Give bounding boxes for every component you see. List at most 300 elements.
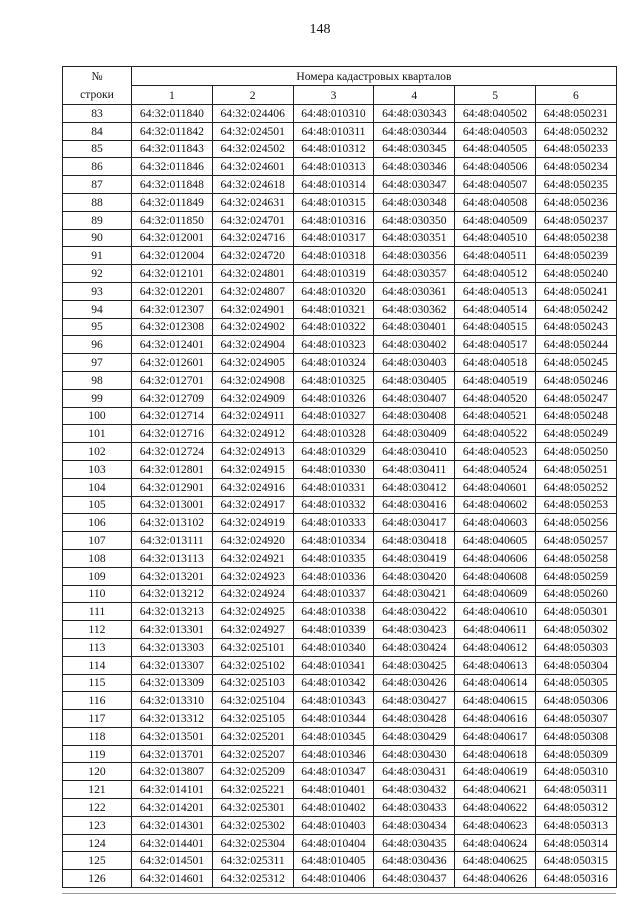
cadastral-number-cell: 64:32:012709 — [132, 389, 213, 407]
cadastral-number-cell: 64:32:025207 — [212, 745, 293, 763]
cadastral-number-cell: 64:32:013113 — [132, 549, 213, 567]
cadastral-number-cell: 64:48:010318 — [293, 247, 374, 265]
cadastral-number-cell: 64:48:030346 — [374, 158, 455, 176]
cadastral-number-cell: 64:32:013310 — [132, 692, 213, 710]
table-row — [63, 567, 617, 585]
cadastral-number-cell: 64:32:025209 — [212, 763, 293, 781]
cadastral-number-cell: 64:32:024920 — [212, 532, 293, 550]
cadastral-number-cell: 64:48:050231 — [535, 105, 616, 123]
cadastral-number-cell: 64:48:010337 — [293, 585, 374, 603]
cadastral-number-cell: 64:48:050233 — [535, 140, 616, 158]
cadastral-number-cell: 64:48:050239 — [535, 247, 616, 265]
row-number-cell: 100 — [63, 407, 132, 425]
row-number-symbol: № — [91, 69, 103, 83]
cadastral-number-cell: 64:48:050243 — [535, 318, 616, 336]
cadastral-number-cell: 64:32:012201 — [132, 282, 213, 300]
cadastral-number-cell: 64:48:040524 — [455, 460, 536, 478]
cadastral-number-cell: 64:32:011842 — [132, 122, 213, 140]
cadastral-number-cell: 64:48:050315 — [535, 852, 616, 870]
cadastral-number-cell: 64:48:040606 — [455, 549, 536, 567]
cadastral-number-cell: 64:48:010311 — [293, 122, 374, 140]
cadastral-number-cell: 64:48:040503 — [455, 122, 536, 140]
cadastral-number-cell: 64:48:050309 — [535, 745, 616, 763]
table-row — [63, 229, 617, 247]
cadastral-number-cell: 64:32:025101 — [212, 638, 293, 656]
cadastral-number-cell: 64:48:040619 — [455, 763, 536, 781]
cadastral-number-cell: 64:48:010347 — [293, 763, 374, 781]
cadastral-number-cell: 64:48:010316 — [293, 211, 374, 229]
cadastral-number-cell: 64:48:040625 — [455, 852, 536, 870]
cadastral-number-cell: 64:32:013309 — [132, 674, 213, 692]
cadastral-number-cell: 64:32:013212 — [132, 585, 213, 603]
cadastral-number-cell: 64:48:040515 — [455, 318, 536, 336]
cadastral-number-cell: 64:32:014501 — [132, 852, 213, 870]
cadastral-number-cell: 64:48:010310 — [293, 105, 374, 123]
cadastral-number-cell: 64:48:040510 — [455, 229, 536, 247]
cadastral-number-cell: 64:32:025105 — [212, 710, 293, 728]
table-row — [63, 140, 617, 158]
cadastral-number-cell: 64:48:030403 — [374, 354, 455, 372]
table-row — [63, 621, 617, 639]
cadastral-number-cell: 64:48:050311 — [535, 781, 616, 799]
cadastral-number-cell: 64:48:040612 — [455, 638, 536, 656]
cadastral-number-cell: 64:32:024916 — [212, 478, 293, 496]
cadastral-number-cell: 64:48:010334 — [293, 532, 374, 550]
cadastral-number-cell: 64:48:050237 — [535, 211, 616, 229]
cadastral-number-cell: 64:32:024923 — [212, 567, 293, 585]
cadastral-number-cell: 64:48:040614 — [455, 674, 536, 692]
cadastral-number-cell: 64:32:013303 — [132, 638, 213, 656]
cadastral-number-cell: 64:32:012601 — [132, 354, 213, 372]
cadastral-number-cell: 64:48:050247 — [535, 389, 616, 407]
row-number-cell: 96 — [63, 336, 132, 354]
cadastral-number-cell: 64:32:025304 — [212, 834, 293, 852]
cadastral-number-cell: 64:48:050258 — [535, 549, 616, 567]
cadastral-number-cell: 64:48:040623 — [455, 816, 536, 834]
row-number-header — [63, 67, 132, 86]
row-number-cell: 92 — [63, 265, 132, 283]
cadastral-number-cell: 64:48:040512 — [455, 265, 536, 283]
cadastral-number-cell: 64:48:010346 — [293, 745, 374, 763]
cadastral-number-cell: 64:32:024912 — [212, 425, 293, 443]
cadastral-number-cell: 64:48:010343 — [293, 692, 374, 710]
group-title: Номера кадастровых кварталов — [132, 67, 617, 86]
cadastral-number-cell: 64:48:010403 — [293, 816, 374, 834]
cadastral-number-cell: 64:48:050306 — [535, 692, 616, 710]
cadastral-number-cell: 64:48:010325 — [293, 371, 374, 389]
row-number-cell: 88 — [63, 193, 132, 211]
table-row — [63, 265, 617, 283]
cadastral-number-cell: 64:32:012714 — [132, 407, 213, 425]
table-row — [63, 834, 617, 852]
table-body — [63, 105, 617, 888]
cadastral-number-cell: 64:48:040517 — [455, 336, 536, 354]
row-number-cell: 97 — [63, 354, 132, 372]
cadastral-number-cell: 64:32:024601 — [212, 158, 293, 176]
row-number-cell: 115 — [63, 674, 132, 692]
table-row — [63, 318, 617, 336]
table-row — [63, 460, 617, 478]
cadastral-number-cell: 64:32:012716 — [132, 425, 213, 443]
cadastral-number-cell: 64:32:011849 — [132, 193, 213, 211]
table-row — [63, 638, 617, 656]
cadastral-number-cell: 64:48:030428 — [374, 710, 455, 728]
cadastral-number-cell: 64:48:050232 — [535, 122, 616, 140]
cadastral-number-cell: 64:32:012724 — [132, 443, 213, 461]
cadastral-number-cell: 64:48:050253 — [535, 496, 616, 514]
cadastral-number-cell: 64:32:025201 — [212, 727, 293, 745]
cadastral-number-cell: 64:48:050250 — [535, 443, 616, 461]
cadastral-number-cell: 64:48:040617 — [455, 727, 536, 745]
row-number-cell: 126 — [63, 870, 132, 888]
cadastral-number-cell: 64:48:030407 — [374, 389, 455, 407]
table-row — [63, 745, 617, 763]
cadastral-number-cell: 64:48:010319 — [293, 265, 374, 283]
table-row — [63, 371, 617, 389]
cadastral-number-cell: 64:32:011850 — [132, 211, 213, 229]
cadastral-number-cell: 64:32:025221 — [212, 781, 293, 799]
row-number-cell: 118 — [63, 727, 132, 745]
cadastral-number-cell: 64:48:010328 — [293, 425, 374, 443]
row-number-cell: 83 — [63, 105, 132, 123]
table-row — [63, 105, 617, 123]
cadastral-number-cell: 64:48:040603 — [455, 514, 536, 532]
cadastral-number-cell: 64:32:013001 — [132, 496, 213, 514]
cadastral-number-cell: 64:48:050310 — [535, 763, 616, 781]
cadastral-number-cell: 64:48:050241 — [535, 282, 616, 300]
cadastral-number-cell: 64:48:030434 — [374, 816, 455, 834]
cadastral-number-cell: 64:48:040622 — [455, 799, 536, 817]
cadastral-number-cell: 64:48:040509 — [455, 211, 536, 229]
cadastral-number-cell: 64:48:050242 — [535, 300, 616, 318]
page-number: 148 — [309, 22, 331, 37]
cadastral-number-cell: 64:48:010402 — [293, 799, 374, 817]
row-number-cell: 90 — [63, 229, 132, 247]
cadastral-number-cell: 64:48:010333 — [293, 514, 374, 532]
cadastral-number-cell: 64:32:024911 — [212, 407, 293, 425]
table-header — [63, 67, 617, 105]
cadastral-number-cell: 64:32:013312 — [132, 710, 213, 728]
cadastral-number-cell: 64:48:010326 — [293, 389, 374, 407]
cadastral-number-cell: 64:48:040514 — [455, 300, 536, 318]
table-row — [63, 496, 617, 514]
cadastral-number-cell: 64:48:050301 — [535, 603, 616, 621]
table-row — [63, 425, 617, 443]
cadastral-table — [62, 66, 617, 888]
row-number-cell: 112 — [63, 621, 132, 639]
table-row — [63, 336, 617, 354]
cadastral-number-cell: 64:48:010332 — [293, 496, 374, 514]
row-number-cell: 116 — [63, 692, 132, 710]
table-row — [63, 532, 617, 550]
cadastral-number-cell: 64:48:030350 — [374, 211, 455, 229]
cadastral-number-cell: 64:48:050259 — [535, 567, 616, 585]
cadastral-number-cell: 64:48:050302 — [535, 621, 616, 639]
cadastral-number-cell: 64:48:030362 — [374, 300, 455, 318]
cadastral-number-cell: 64:32:012308 — [132, 318, 213, 336]
cadastral-number-cell: 64:48:010340 — [293, 638, 374, 656]
table-row — [63, 781, 617, 799]
cadastral-number-cell: 64:48:030416 — [374, 496, 455, 514]
row-number-cell: 122 — [63, 799, 132, 817]
cadastral-number-cell: 64:48:050257 — [535, 532, 616, 550]
cadastral-number-cell: 64:32:024905 — [212, 354, 293, 372]
cadastral-number-cell: 64:48:050240 — [535, 265, 616, 283]
cadastral-number-cell: 64:48:050307 — [535, 710, 616, 728]
cadastral-number-cell: 64:48:030424 — [374, 638, 455, 656]
cadastral-number-cell: 64:48:030408 — [374, 407, 455, 425]
cadastral-number-cell: 64:32:012701 — [132, 371, 213, 389]
cadastral-number-cell: 64:48:040609 — [455, 585, 536, 603]
cadastral-number-cell: 64:48:030425 — [374, 656, 455, 674]
column-header: 1 — [132, 86, 213, 105]
cadastral-number-cell: 64:32:024631 — [212, 193, 293, 211]
cadastral-number-cell: 64:48:030343 — [374, 105, 455, 123]
cadastral-number-cell: 64:32:025301 — [212, 799, 293, 817]
table-row — [63, 443, 617, 461]
cadastral-number-cell: 64:32:025104 — [212, 692, 293, 710]
cadastral-number-cell: 64:48:050314 — [535, 834, 616, 852]
row-number-cell: 106 — [63, 514, 132, 532]
cadastral-number-cell: 64:48:030351 — [374, 229, 455, 247]
cadastral-number-cell: 64:48:030410 — [374, 443, 455, 461]
cadastral-number-cell: 64:48:010329 — [293, 443, 374, 461]
row-number-cell: 109 — [63, 567, 132, 585]
row-number-cell: 104 — [63, 478, 132, 496]
cadastral-number-cell: 64:32:024909 — [212, 389, 293, 407]
table-row — [63, 763, 617, 781]
cadastral-number-cell: 64:32:024924 — [212, 585, 293, 603]
table-row — [63, 158, 617, 176]
cadastral-number-cell: 64:48:010341 — [293, 656, 374, 674]
row-number-cell: 120 — [63, 763, 132, 781]
row-number-cell: 98 — [63, 371, 132, 389]
cadastral-number-cell: 64:48:050234 — [535, 158, 616, 176]
cadastral-number-cell: 64:48:040613 — [455, 656, 536, 674]
row-number-cell: 114 — [63, 656, 132, 674]
cadastral-number-cell: 64:48:010322 — [293, 318, 374, 336]
cadastral-number-cell: 64:48:030437 — [374, 870, 455, 888]
cadastral-number-cell: 64:48:010404 — [293, 834, 374, 852]
cadastral-number-cell: 64:48:030430 — [374, 745, 455, 763]
cadastral-number-cell: 64:48:050256 — [535, 514, 616, 532]
row-number-cell: 86 — [63, 158, 132, 176]
cadastral-number-cell: 64:48:010324 — [293, 354, 374, 372]
cadastral-number-cell: 64:32:024716 — [212, 229, 293, 247]
cadastral-number-cell: 64:48:010339 — [293, 621, 374, 639]
row-number-cell: 110 — [63, 585, 132, 603]
table-row — [63, 389, 617, 407]
row-number-cell: 125 — [63, 852, 132, 870]
cadastral-number-cell: 64:48:010323 — [293, 336, 374, 354]
cadastral-number-cell: 64:32:012801 — [132, 460, 213, 478]
cadastral-number-cell: 64:32:012001 — [132, 229, 213, 247]
cadastral-number-cell: 64:48:040511 — [455, 247, 536, 265]
row-number-cell: 108 — [63, 549, 132, 567]
cadastral-number-cell: 64:48:030405 — [374, 371, 455, 389]
cadastral-number-cell: 64:32:024901 — [212, 300, 293, 318]
cadastral-number-cell: 64:48:050249 — [535, 425, 616, 443]
cadastral-number-cell: 64:32:024618 — [212, 176, 293, 194]
cadastral-number-cell: 64:32:013301 — [132, 621, 213, 639]
cadastral-number-cell: 64:48:030420 — [374, 567, 455, 585]
cadastral-number-cell: 64:48:050312 — [535, 799, 616, 817]
cadastral-number-cell: 64:48:040626 — [455, 870, 536, 888]
cadastral-number-cell: 64:32:024915 — [212, 460, 293, 478]
cadastral-number-cell: 64:48:010335 — [293, 549, 374, 567]
row-number-cell: 99 — [63, 389, 132, 407]
row-number-cell: 95 — [63, 318, 132, 336]
cadastral-number-cell: 64:48:030418 — [374, 532, 455, 550]
cadastral-number-cell: 64:48:050248 — [535, 407, 616, 425]
cadastral-number-cell: 64:32:011843 — [132, 140, 213, 158]
table-row — [63, 282, 617, 300]
cadastral-number-cell: 64:48:010315 — [293, 193, 374, 211]
cadastral-number-cell: 64:48:050236 — [535, 193, 616, 211]
row-number-cell: 89 — [63, 211, 132, 229]
cadastral-number-cell: 64:48:050305 — [535, 674, 616, 692]
cadastral-number-cell: 64:48:030347 — [374, 176, 455, 194]
cadastral-number-cell: 64:48:040615 — [455, 692, 536, 710]
cadastral-number-cell: 64:32:024913 — [212, 443, 293, 461]
cadastral-number-cell: 64:48:040518 — [455, 354, 536, 372]
cadastral-number-cell: 64:32:013807 — [132, 763, 213, 781]
cadastral-number-cell: 64:32:014601 — [132, 870, 213, 888]
cadastral-number-cell: 64:32:013201 — [132, 567, 213, 585]
cadastral-number-cell: 64:48:040601 — [455, 478, 536, 496]
cadastral-number-cell: 64:48:010342 — [293, 674, 374, 692]
cadastral-number-cell: 64:48:030402 — [374, 336, 455, 354]
cadastral-number-cell: 64:48:030357 — [374, 265, 455, 283]
cadastral-number-cell: 64:32:012307 — [132, 300, 213, 318]
table-row — [63, 300, 617, 318]
table-row — [63, 585, 617, 603]
cadastral-number-cell: 64:48:010321 — [293, 300, 374, 318]
cadastral-number-cell: 64:48:010320 — [293, 282, 374, 300]
cadastral-number-cell: 64:32:024807 — [212, 282, 293, 300]
cadastral-number-cell: 64:48:050260 — [535, 585, 616, 603]
column-header: 6 — [535, 86, 616, 105]
row-number-cell: 107 — [63, 532, 132, 550]
cadastral-number-cell: 64:48:030409 — [374, 425, 455, 443]
cadastral-number-cell: 64:48:050313 — [535, 816, 616, 834]
cadastral-number-cell: 64:32:024919 — [212, 514, 293, 532]
cadastral-number-cell: 64:48:050316 — [535, 870, 616, 888]
cadastral-number-cell: 64:32:024720 — [212, 247, 293, 265]
cadastral-number-cell: 64:32:012401 — [132, 336, 213, 354]
cadastral-number-cell: 64:48:040610 — [455, 603, 536, 621]
column-header: 4 — [374, 86, 455, 105]
cadastral-number-cell: 64:48:030345 — [374, 140, 455, 158]
table-row — [63, 514, 617, 532]
cadastral-number-cell: 64:48:030411 — [374, 460, 455, 478]
cadastral-number-cell: 64:48:040605 — [455, 532, 536, 550]
cadastral-number-cell: 64:48:040608 — [455, 567, 536, 585]
cadastral-number-cell: 64:32:024904 — [212, 336, 293, 354]
page-bottom-rule — [62, 893, 616, 894]
row-number-cell: 117 — [63, 710, 132, 728]
row-number-cell: 103 — [63, 460, 132, 478]
row-number-cell: 121 — [63, 781, 132, 799]
cadastral-number-cell: 64:48:010312 — [293, 140, 374, 158]
cadastral-number-cell: 64:48:040523 — [455, 443, 536, 461]
row-number-cell: 93 — [63, 282, 132, 300]
cadastral-number-cell: 64:48:030356 — [374, 247, 455, 265]
table-row — [63, 176, 617, 194]
cadastral-number-cell: 64:48:050304 — [535, 656, 616, 674]
cadastral-number-cell: 64:48:030433 — [374, 799, 455, 817]
cadastral-number-cell: 64:48:010314 — [293, 176, 374, 194]
cadastral-number-cell: 64:48:050245 — [535, 354, 616, 372]
table-row — [63, 799, 617, 817]
table-row — [63, 247, 617, 265]
cadastral-number-cell: 64:48:030436 — [374, 852, 455, 870]
cadastral-number-cell: 64:48:010313 — [293, 158, 374, 176]
cadastral-number-cell: 64:32:011848 — [132, 176, 213, 194]
cadastral-number-cell: 64:32:013213 — [132, 603, 213, 621]
row-number-cell: 102 — [63, 443, 132, 461]
cadastral-number-cell: 64:48:030427 — [374, 692, 455, 710]
cadastral-number-cell: 64:48:050308 — [535, 727, 616, 745]
cadastral-number-cell: 64:48:040616 — [455, 710, 536, 728]
column-header: 3 — [293, 86, 374, 105]
cadastral-number-cell: 64:32:013307 — [132, 656, 213, 674]
cadastral-number-cell: 64:48:040624 — [455, 834, 536, 852]
cadastral-number-cell: 64:48:030432 — [374, 781, 455, 799]
cadastral-number-cell: 64:48:030435 — [374, 834, 455, 852]
row-number-subheader: строки — [63, 86, 132, 105]
table-row — [63, 656, 617, 674]
row-number-cell: 119 — [63, 745, 132, 763]
cadastral-number-cell: 64:32:014101 — [132, 781, 213, 799]
cadastral-number-cell: 64:48:040502 — [455, 105, 536, 123]
cadastral-number-cell: 64:48:030419 — [374, 549, 455, 567]
cadastral-number-cell: 64:48:010330 — [293, 460, 374, 478]
cadastral-number-cell: 64:32:024921 — [212, 549, 293, 567]
cadastral-number-cell: 64:32:013701 — [132, 745, 213, 763]
row-number-cell: 105 — [63, 496, 132, 514]
cadastral-number-cell: 64:48:040507 — [455, 176, 536, 194]
cadastral-number-cell: 64:48:030431 — [374, 763, 455, 781]
cadastral-number-cell: 64:48:010401 — [293, 781, 374, 799]
cadastral-number-cell: 64:32:012004 — [132, 247, 213, 265]
cadastral-number-cell: 64:32:014401 — [132, 834, 213, 852]
row-number-cell: 94 — [63, 300, 132, 318]
cadastral-number-cell: 64:48:030422 — [374, 603, 455, 621]
cadastral-number-cell: 64:32:025302 — [212, 816, 293, 834]
cadastral-number-cell: 64:48:010338 — [293, 603, 374, 621]
table-row — [63, 603, 617, 621]
cadastral-number-cell: 64:48:030426 — [374, 674, 455, 692]
cadastral-number-cell: 64:48:030401 — [374, 318, 455, 336]
cadastral-number-cell: 64:32:025102 — [212, 656, 293, 674]
cadastral-number-cell: 64:48:010345 — [293, 727, 374, 745]
cadastral-number-cell: 64:48:040508 — [455, 193, 536, 211]
table-row — [63, 354, 617, 372]
row-number-cell: 91 — [63, 247, 132, 265]
table-row — [63, 211, 617, 229]
table-row — [63, 816, 617, 834]
cadastral-number-cell: 64:32:024902 — [212, 318, 293, 336]
table-row — [63, 710, 617, 728]
cadastral-number-cell: 64:48:030348 — [374, 193, 455, 211]
cadastral-number-cell: 64:48:050251 — [535, 460, 616, 478]
cadastral-number-cell: 64:48:010327 — [293, 407, 374, 425]
cadastral-number-cell: 64:48:030423 — [374, 621, 455, 639]
cadastral-number-cell: 64:32:024801 — [212, 265, 293, 283]
row-number-cell: 124 — [63, 834, 132, 852]
cadastral-number-cell: 64:48:040520 — [455, 389, 536, 407]
